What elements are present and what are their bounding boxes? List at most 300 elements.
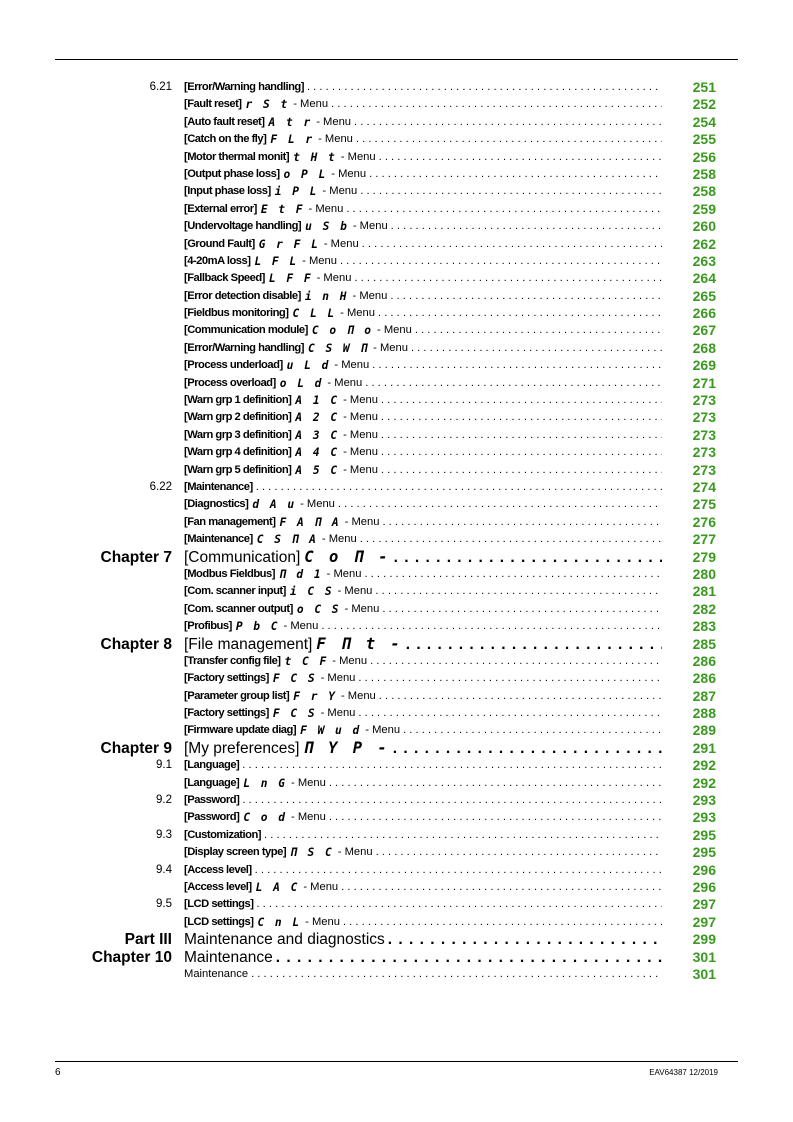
toc-entry-title: [Factory settings] (184, 672, 269, 685)
toc-page-number[interactable]: 263 (692, 252, 716, 269)
toc-entry-title: [Maintenance] (184, 533, 253, 546)
toc-entry-line (184, 462, 662, 479)
toc-page-number[interactable]: 258 (692, 183, 716, 200)
toc-page-number[interactable]: 273 (692, 426, 716, 443)
toc-entry-menu-code: t C F (284, 654, 329, 668)
toc-page-number[interactable]: 295 (692, 826, 716, 843)
toc-entry-menu-code: C o d (243, 811, 287, 825)
toc-entry-menu-code: C n L (257, 915, 302, 929)
toc-entry[interactable] (0, 96, 793, 113)
toc-page-number[interactable]: 293 (692, 792, 716, 809)
toc-entry-title: [My preferences] (184, 739, 300, 757)
toc-entry-menu-code: C o П o (311, 324, 374, 338)
toc-entry-line (184, 740, 662, 757)
toc-entry-suffix: - Menu (305, 915, 340, 928)
toc-entry-suffix: - Menu (291, 811, 326, 824)
toc-page-number[interactable]: 251 (692, 79, 716, 95)
toc-page-number[interactable]: 262 (692, 235, 716, 252)
toc-entry-menu-code: C o П - (304, 548, 391, 566)
toc-entry[interactable] (0, 514, 793, 531)
toc-entry[interactable] (0, 653, 793, 670)
toc-entry-line (184, 253, 662, 270)
toc-page-number[interactable]: 283 (692, 618, 716, 635)
toc-entry-menu-code: F C S (272, 707, 317, 721)
toc-entry-line (184, 427, 662, 444)
toc-entry-line (184, 496, 662, 513)
toc-entry[interactable] (0, 618, 793, 635)
toc-entry-line (184, 879, 662, 896)
toc-entry-menu-code: A 5 C (295, 463, 340, 477)
toc-entry-line (184, 409, 662, 426)
toc-entry[interactable] (0, 601, 793, 618)
toc-entry-title: [Warn grp 4 definition] (184, 446, 292, 459)
footer-document-reference: EAV64387 12/2019 (649, 1068, 718, 1077)
toc-entry-number: 6.22 (149, 480, 172, 493)
toc-page-number[interactable]: 274 (692, 478, 716, 495)
toc-entry-line (184, 931, 662, 948)
toc-entry-title: [Process underload] (184, 359, 283, 372)
toc-page-number[interactable]: 266 (692, 305, 716, 322)
toc-page-number[interactable]: 292 (692, 757, 716, 774)
toc-dot-leader (329, 809, 662, 826)
toc-entry[interactable] (0, 809, 793, 826)
toc-dot-leader (391, 218, 662, 235)
toc-page-number[interactable]: 291 (692, 739, 716, 756)
toc-entry-menu-code: u L d (286, 359, 331, 373)
toc-entry-title: [Firmware update diag] (184, 724, 297, 737)
toc-entry-suffix: - Menu (290, 776, 326, 789)
toc-entry-title: [Profibus] (184, 620, 232, 633)
toc-entry-line (184, 340, 662, 357)
toc-dot-leader (321, 618, 662, 635)
toc-page-number[interactable]: 292 (692, 774, 716, 791)
toc-page-number[interactable]: 286 (692, 652, 716, 669)
toc-dot-leader (379, 688, 662, 705)
toc-entry[interactable] (0, 322, 793, 339)
toc-entry-menu-code: F W u d (300, 724, 362, 738)
toc-dot-leader (340, 253, 662, 270)
toc-entry[interactable] (0, 827, 793, 844)
toc-dot-leader (403, 722, 662, 739)
toc-entry-suffix: - Menu (293, 98, 329, 111)
toc-entry[interactable] (0, 879, 793, 896)
toc-entry[interactable] (0, 79, 793, 96)
toc-entry-line (184, 688, 662, 705)
toc-entry-line (184, 479, 662, 496)
toc-entry-line (184, 792, 662, 809)
toc-entry-title: [Catch on the fly] (184, 133, 267, 146)
toc-page-number[interactable]: 289 (692, 722, 716, 739)
toc-entry-title: [Warn grp 2 definition] (184, 411, 292, 424)
toc-dot-leader (360, 531, 662, 548)
toc-entry[interactable] (0, 427, 793, 444)
toc-dot-leader (358, 705, 662, 722)
toc-entry-title: [Error detection disable] (184, 289, 301, 302)
toc-page-number[interactable]: 285 (692, 635, 716, 652)
toc-page-number[interactable]: 269 (692, 357, 716, 374)
toc-entry-line (184, 844, 662, 861)
toc-dot-leader (343, 914, 662, 931)
toc-dot-leader (370, 653, 662, 670)
toc-entry[interactable] (0, 270, 793, 287)
toc-page-number[interactable]: 287 (692, 687, 716, 704)
toc-entry-suffix: - Menu (331, 167, 367, 180)
toc-dot-leader (256, 896, 662, 913)
toc-entry-title: [Transfer config file] (184, 654, 281, 667)
toc-entry[interactable] (0, 392, 793, 409)
toc-entry-menu-code: o L d (279, 376, 324, 390)
toc-entry-title: [LCD settings] (184, 898, 254, 911)
toc-entry-menu-code: A 3 C (295, 428, 340, 442)
toc-entry-menu-code: r S t (245, 98, 290, 112)
toc-entry-menu-code: A 2 C (295, 411, 340, 425)
toc-entry-line (184, 949, 662, 966)
toc-entry-line (184, 601, 662, 618)
toc-entry-number: 9.3 (156, 828, 172, 841)
toc-entry-menu-code: П S C (290, 846, 334, 860)
toc-entry-suffix: - Menu (377, 324, 412, 337)
toc-entry-line (184, 757, 662, 774)
toc-dot-leader (381, 462, 662, 479)
toc-entry-menu-code: i C S (289, 585, 334, 599)
toc-page-number[interactable]: 258 (692, 165, 716, 182)
toc-entry-number: 9.1 (156, 759, 172, 772)
toc-entry-title: Maintenance (184, 948, 273, 966)
toc-page-number[interactable]: 288 (692, 705, 716, 722)
toc-dot-leader (390, 288, 662, 305)
toc-dot-leader (375, 583, 662, 600)
toc-entry-line (184, 514, 662, 531)
toc-page-number[interactable]: 299 (692, 931, 716, 948)
toc-page-number[interactable]: 259 (692, 200, 716, 217)
toc-entry-line (184, 896, 662, 913)
toc-page-number[interactable]: 280 (692, 565, 716, 582)
toc-entry[interactable] (0, 583, 793, 600)
toc-entry-number: 9.5 (156, 898, 172, 911)
toc-entry-suffix: - Menu (337, 846, 373, 859)
toc-entry[interactable] (0, 340, 793, 357)
toc-chapter-entry[interactable] (0, 949, 793, 966)
toc-entry-title: [File management] (184, 635, 313, 653)
toc-entry-title: [Fault reset] (184, 98, 242, 111)
toc-page-number[interactable]: 273 (692, 409, 716, 426)
toc-entry-suffix: - Menu (343, 394, 378, 407)
toc-page-number[interactable]: 296 (692, 861, 716, 878)
toc-entry-menu-code: L F L (254, 254, 299, 268)
toc-entry-suffix: - Menu (326, 567, 362, 580)
toc-entry-menu-code: E t F (260, 202, 305, 216)
toc-page-number[interactable]: 273 (692, 392, 716, 409)
toc-dot-leader (381, 392, 662, 409)
toc-page-number[interactable]: 301 (692, 965, 716, 982)
toc-entry-title: [Diagnostics] (184, 498, 249, 511)
toc-page-number[interactable]: 252 (692, 96, 716, 113)
toc-entry-menu-code: L F F (268, 272, 313, 286)
toc-dot-leader (251, 966, 662, 983)
toc-dot-leader (381, 409, 662, 426)
toc-entry-suffix: - Menu (332, 654, 368, 667)
toc-dot-leader (382, 514, 662, 531)
toc-dot-leader (307, 79, 662, 96)
toc-dot-leader (354, 270, 662, 287)
toc-entry-title: [Com. scanner input] (184, 585, 286, 598)
toc-entry-line (184, 218, 662, 235)
toc-entry-menu-code: o P L (283, 167, 328, 181)
toc-entry-menu-code: d A u (252, 498, 297, 512)
toc-page-number[interactable]: 273 (692, 461, 716, 478)
toc-entry-suffix: - Menu (320, 707, 356, 720)
toc-entry-menu-code: C S П A (256, 533, 318, 547)
toc-page-number[interactable]: 264 (692, 270, 716, 287)
toc-entry-menu-code: П d 1 (278, 567, 323, 581)
toc-entry-title: [Display screen type] (184, 846, 287, 859)
toc-entry-line (184, 183, 662, 200)
toc-page-number[interactable]: 260 (692, 218, 716, 235)
toc-entry-suffix: - Menu (340, 307, 375, 320)
toc-page-number[interactable]: 301 (692, 948, 716, 965)
toc-dot-leader (264, 827, 662, 844)
toc-page-number[interactable]: 255 (692, 131, 716, 148)
toc-entry-line (184, 201, 662, 218)
toc-entry-line (184, 618, 662, 635)
toc-dot-leader (365, 375, 662, 392)
toc-entry-title: [Parameter group list] (184, 689, 290, 702)
toc-entry[interactable] (0, 792, 793, 809)
toc-entry[interactable] (0, 757, 793, 774)
toc-entry[interactable] (0, 722, 793, 739)
toc-entry[interactable] (0, 705, 793, 722)
toc-entry-title: [Access level] (184, 880, 252, 893)
toc-entry-menu-code: L A C (255, 880, 300, 894)
toc-entry-title: [Language] (184, 776, 240, 789)
toc-entry-menu-code: i P L (274, 185, 319, 199)
toc-entry[interactable] (0, 375, 793, 392)
toc-entry-line (184, 809, 662, 826)
toc-entry-menu-code: A 4 C (295, 446, 340, 460)
toc-entry-line (184, 166, 662, 183)
toc-entry[interactable] (0, 496, 793, 513)
toc-entry-line (184, 392, 662, 409)
toc-entry[interactable] (0, 896, 793, 913)
toc-entry-suffix: - Menu (352, 220, 388, 233)
toc-page-number[interactable]: 279 (692, 548, 716, 565)
toc-entry-menu-code: G r F L (258, 237, 320, 251)
toc-entry[interactable] (0, 305, 793, 322)
toc-page-number[interactable]: 267 (692, 322, 716, 339)
toc-entry-suffix: - Menu (343, 446, 378, 459)
toc-entry[interactable] (0, 914, 793, 931)
toc-entry-title: [Auto fault reset] (184, 115, 265, 128)
toc-page-number[interactable]: 297 (692, 896, 716, 913)
toc-entry[interactable] (0, 670, 793, 687)
toc-entry-menu-code: A t r (268, 115, 313, 129)
toc-dot-leader (256, 479, 662, 496)
toc-dot-leader (354, 114, 662, 131)
toc-dot-leader (360, 183, 662, 200)
toc-entry-line (184, 149, 662, 166)
toc-entry[interactable] (0, 166, 793, 183)
toc-entry-menu-code: A 1 C (295, 394, 340, 408)
toc-entry-suffix: - Menu (316, 272, 352, 285)
toc-page-number[interactable]: 296 (692, 878, 716, 895)
toc-dot-leader (338, 496, 662, 513)
toc-entry[interactable] (0, 288, 793, 305)
toc-entry[interactable] (0, 462, 793, 479)
toc-chapter-entry[interactable] (0, 549, 793, 566)
toc-page-number[interactable]: 293 (692, 809, 716, 826)
toc-entry-line (184, 444, 662, 461)
toc-entry-suffix: - Menu (352, 289, 388, 302)
toc-page-number[interactable]: 271 (692, 374, 716, 391)
toc-chapter-entry[interactable] (0, 740, 793, 757)
toc-entry-line (184, 114, 662, 131)
toc-entry-number: 9.4 (156, 863, 172, 876)
toc-entry-title: [Fallback Speed] (184, 272, 265, 285)
toc-dot-leader (394, 549, 662, 566)
toc-dot-leader (379, 149, 662, 166)
toc-entry-line (184, 722, 662, 739)
toc-page-number[interactable]: 265 (692, 287, 716, 304)
toc-entry-suffix: - Menu (323, 237, 359, 250)
toc-entry-title: Maintenance (184, 967, 249, 980)
toc-entry-line (184, 131, 662, 148)
toc-entry-title: [Communication module] (184, 324, 308, 337)
toc-entry-title: [4-20mA loss] (184, 254, 251, 267)
toc-entry[interactable] (0, 444, 793, 461)
toc-entry-menu-code: o C S (296, 602, 341, 616)
toc-entry-title: Maintenance and diagnostics (184, 931, 385, 949)
toc-entry[interactable] (0, 357, 793, 374)
toc-entry-suffix: - Menu (321, 533, 357, 546)
toc-entry-suffix: - Menu (344, 515, 380, 528)
toc-page-number[interactable]: 277 (692, 531, 716, 548)
toc-page-number[interactable]: 254 (692, 113, 716, 130)
toc-entry-line (184, 653, 662, 670)
toc-entry-suffix: - Menu (318, 133, 353, 146)
toc-page-number[interactable]: 273 (692, 444, 716, 461)
toc-entry-title: [Output phase loss] (184, 167, 280, 180)
toc-entry[interactable] (0, 114, 793, 131)
toc-entry-title: [Password] (184, 811, 240, 824)
toc-entry[interactable] (0, 236, 793, 253)
toc-entry-number: Chapter 8 (100, 635, 172, 653)
toc-dot-leader (364, 566, 662, 583)
toc-dot-leader (329, 775, 662, 792)
toc-entry[interactable] (0, 183, 793, 200)
toc-page-number[interactable]: 281 (692, 583, 716, 600)
toc-entry-number: Chapter 9 (100, 739, 172, 757)
toc-dot-leader (242, 792, 662, 809)
toc-entry[interactable] (0, 149, 793, 166)
toc-dot-leader (406, 636, 662, 653)
toc-entry-menu-code: F A П A (279, 515, 341, 529)
toc-page-number[interactable]: 297 (692, 913, 716, 930)
toc-entry[interactable] (0, 862, 793, 879)
toc-entry[interactable] (0, 253, 793, 270)
toc-entry-line (184, 966, 662, 983)
toc-chapter-entry[interactable] (0, 931, 793, 948)
toc-dot-leader (358, 670, 662, 687)
toc-dot-leader (381, 427, 662, 444)
toc-entry-line (184, 79, 662, 96)
toc-dot-leader (372, 357, 662, 374)
toc-entry-title: [Language] (184, 759, 240, 772)
toc-entry-number: Chapter 7 (100, 548, 172, 566)
toc-dot-leader (376, 844, 662, 861)
toc-entry-suffix: - Menu (327, 376, 363, 389)
toc-entry-suffix: - Menu (322, 185, 358, 198)
toc-entry-suffix: - Menu (365, 724, 401, 737)
toc-entry-title: [Undervoltage handling] (184, 220, 302, 233)
toc-entry-menu-code: L n G (243, 776, 287, 790)
toc-page-number[interactable]: 282 (692, 600, 716, 617)
toc-entry-suffix: - Menu (303, 880, 339, 893)
toc-entry[interactable] (0, 688, 793, 705)
toc-entry-line (184, 566, 662, 583)
toc-entry-suffix: - Menu (343, 428, 378, 441)
toc-dot-leader (362, 236, 662, 253)
toc-entry-suffix: - Menu (320, 672, 356, 685)
toc-dot-leader (411, 340, 662, 357)
toc-entry-title: [Access level] (184, 863, 252, 876)
toc-chapter-entry[interactable] (0, 636, 793, 653)
toc-entry-line (184, 862, 662, 879)
toc-entry[interactable] (0, 775, 793, 792)
toc-entry-menu-code: t H t (293, 150, 337, 164)
header-rule (55, 59, 738, 60)
toc-dot-leader (369, 166, 662, 183)
toc-entry-line (184, 357, 662, 374)
toc-entry-line (184, 914, 662, 931)
toc-entry-title: [Warn grp 1 definition] (184, 394, 292, 407)
toc-entry-menu-code: u S b (305, 220, 349, 234)
toc-entry[interactable] (0, 131, 793, 148)
toc-entry-title: [Communication] (184, 548, 301, 566)
toc-entry[interactable] (0, 531, 793, 548)
toc-entry-line (184, 670, 662, 687)
toc-dot-leader (393, 740, 662, 757)
toc-entry-title: [Maintenance] (184, 480, 253, 493)
toc-page-number[interactable]: 256 (692, 148, 716, 165)
toc-page-number[interactable]: 286 (692, 670, 716, 687)
toc-entry-line (184, 270, 662, 287)
toc-entry-suffix: - Menu (343, 411, 378, 424)
toc-entry-suffix: - Menu (340, 150, 376, 163)
toc-dot-leader (341, 879, 662, 896)
toc-entry-line (184, 305, 662, 322)
toc-entry[interactable] (0, 966, 793, 983)
toc-entry-suffix: - Menu (343, 463, 378, 476)
toc-page-number[interactable]: 295 (692, 844, 716, 861)
toc-dot-leader (382, 601, 662, 618)
toc-entry[interactable] (0, 218, 793, 235)
toc-entry-number: Part III (124, 931, 172, 949)
toc-entry-title: [Input phase loss] (184, 185, 271, 198)
toc-entry[interactable] (0, 566, 793, 583)
toc-entry-title: [Com. scanner output] (184, 602, 293, 615)
toc-page-number[interactable]: 276 (692, 513, 716, 530)
toc-page-number[interactable]: 275 (692, 496, 716, 513)
toc-entry[interactable] (0, 409, 793, 426)
toc-page-number[interactable]: 268 (692, 339, 716, 356)
toc-entry-title: [External error] (184, 202, 257, 215)
toc-entry[interactable] (0, 201, 793, 218)
toc-entry[interactable] (0, 479, 793, 496)
toc-entry-suffix: - Menu (300, 498, 335, 511)
toc-entry[interactable] (0, 844, 793, 861)
toc-entry-suffix: - Menu (373, 341, 408, 354)
toc-entry-number: 6.21 (149, 81, 172, 93)
